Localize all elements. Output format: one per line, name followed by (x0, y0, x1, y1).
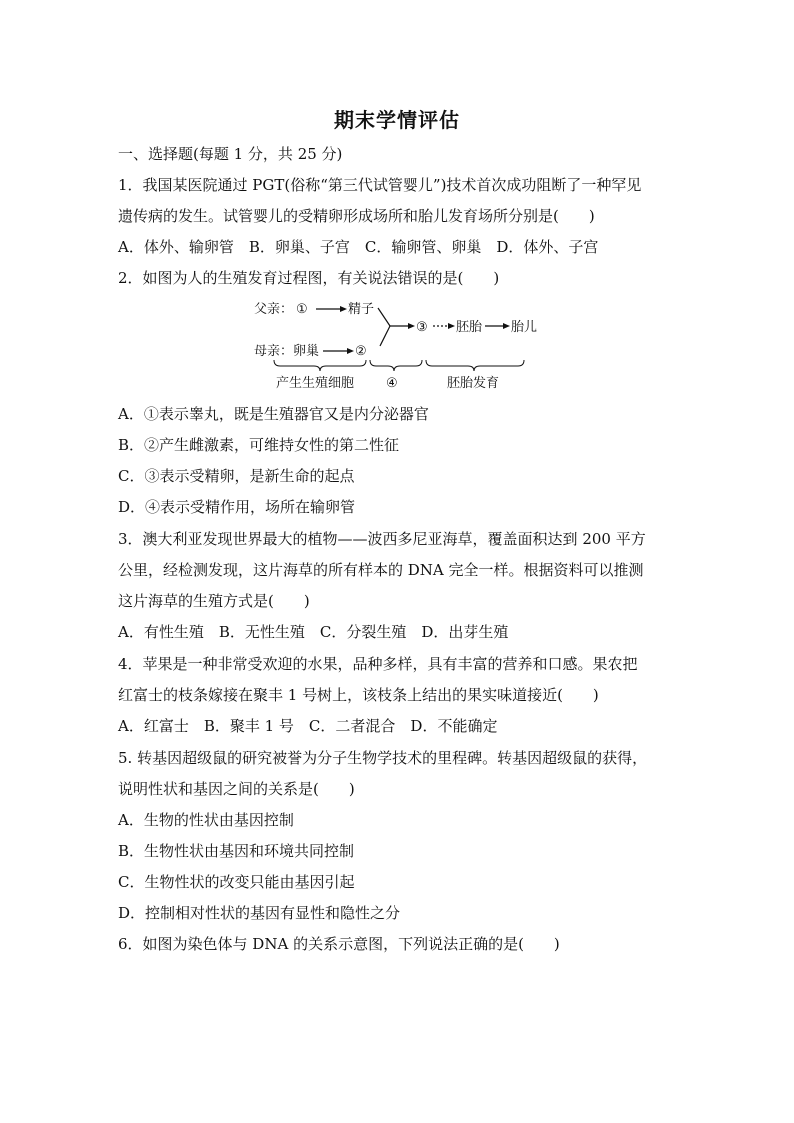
q3-options: A．有性生殖 B．无性生殖 C．分裂生殖 D．出芽生殖 (118, 623, 509, 641)
q3-stem-line-3: 这片海草的生殖方式是( ) (118, 592, 310, 610)
arrow-head-1 (340, 306, 347, 312)
q4-options: A．红富士 B．聚丰 1 号 C．二者混合 D．不能确定 (118, 717, 498, 735)
q4-stem-line-1: 4．苹果是一种非常受欢迎的水果，品种多样，具有丰富的营养和口感。果农把 (118, 655, 638, 673)
diagram-node-1: ① (296, 302, 308, 317)
diagram-node-3: ③ (416, 320, 428, 335)
q4-stem-line-2: 红富士的枝条嫁接在聚丰 1 号树上，该枝条上结出的果实味道接近( ) (118, 686, 599, 704)
q5-option-c: C．生物性状的改变只能由基因引起 (118, 873, 355, 891)
q1-stem-line-1: 1．我国某医院通过 PGT(俗称“第三代试管婴儿”)技术首次成功阻断了一种罕见 (118, 176, 642, 194)
q2-stem: 2．如图为人的生殖发育过程图，有关说法错误的是( ) (118, 269, 500, 287)
q6-stem: 6．如图为染色体与 DNA 的关系示意图，下列说法正确的是( ) (118, 935, 560, 953)
diagram-mother-label: 母亲：卵巢 (254, 344, 320, 359)
q2-option-d: D．④表示受精作用，场所在输卵管 (118, 498, 356, 516)
q1-stem-line-2: 遗传病的发生。试管婴儿的受精卵形成场所和胎儿发育场所分别是( ) (118, 207, 595, 225)
page-title: 期末学情评估 (334, 108, 460, 132)
brace-fertilization (370, 360, 422, 371)
section-heading: 一、选择题(每题 1 分，共 25 分) (118, 145, 343, 163)
diagram-father-label: 父亲： (254, 302, 294, 317)
arrow-head-5 (503, 323, 510, 329)
diagram-sperm: 精子 (348, 302, 375, 317)
arrow-head-4 (448, 323, 455, 329)
arrow-head-3 (408, 323, 415, 329)
merge-line-top (378, 308, 390, 326)
reproduction-diagram (250, 296, 550, 394)
q5-option-d: D．控制相对性状的基因有显性和隐性之分 (118, 904, 401, 922)
q5-option-a: A．生物的性状由基因控制 (118, 811, 294, 829)
diagram-label-gametes: 产生生殖细胞 (276, 376, 355, 391)
brace-gametes (274, 360, 366, 371)
q5-option-b: B．生物性状由基因和环境共同控制 (118, 842, 355, 860)
diagram-node-4: ④ (386, 376, 398, 391)
q5-stem-line-2: 说明性状和基因之间的关系是( ) (118, 780, 355, 798)
merge-line-bottom (380, 326, 390, 346)
diagram-fetus: 胎儿 (511, 320, 538, 335)
q1-options: A．体外、输卵管 B．卵巢、子宫 C．输卵管、卵巢 D．体外、子宫 (118, 238, 599, 256)
diagram-label-development: 胚胎发育 (447, 376, 500, 391)
brace-development (426, 360, 524, 371)
diagram-node-2: ② (355, 344, 367, 359)
q2-option-a: A．①表示睾丸，既是生殖器官又是内分泌器官 (118, 405, 429, 423)
q2-option-c: C．③表示受精卵，是新生命的起点 (118, 467, 355, 485)
q3-stem-line-2: 公里，经检测发现，这片海草的所有样本的 DNA 完全一样。根据资料可以推测 (118, 561, 644, 579)
q5-stem-line-1: 5. 转基因超级鼠的研究被誉为分子生物学技术的里程碑。转基因超级鼠的获得， (118, 749, 648, 767)
diagram-embryo: 胚胎 (456, 320, 483, 335)
q2-option-b: B．②产生雌激素，可维持女性的第二性征 (118, 436, 400, 454)
q3-stem-line-1: 3．澳大利亚发现世界最大的植物——波西多尼亚海草，覆盖面积达到 200 平方 (118, 530, 646, 548)
arrow-head-2 (347, 348, 354, 354)
